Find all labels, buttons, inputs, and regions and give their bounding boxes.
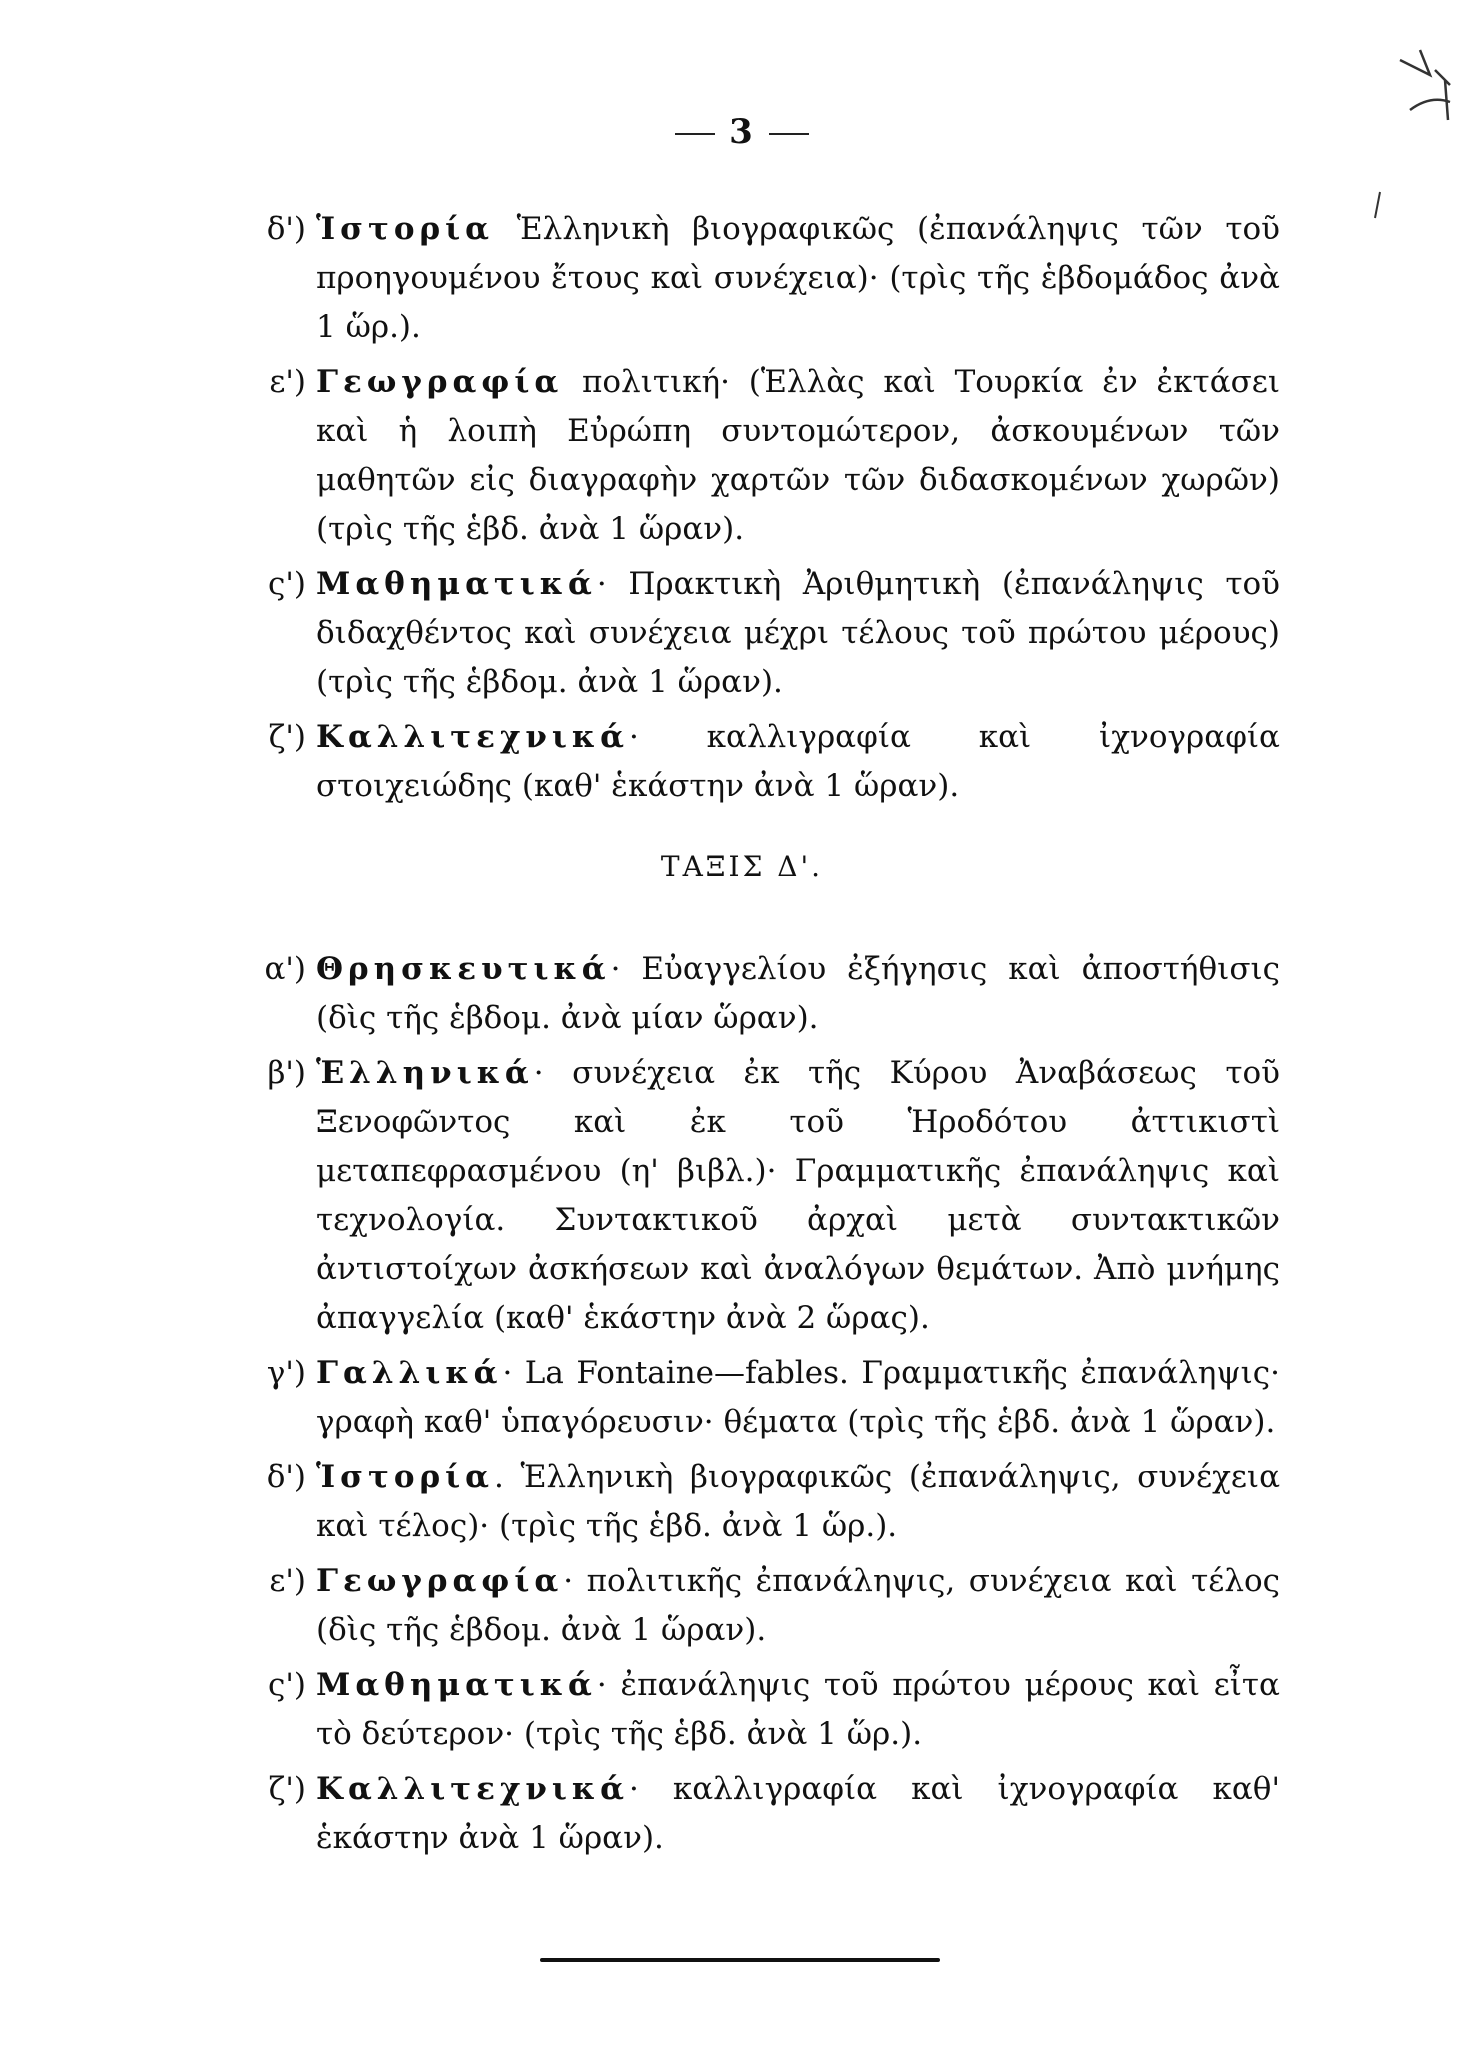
item-text: · καλλιγραφία καὶ ἰχνογραφία στοιχειώδης (καθ' ἑκάστην ἀνὰ 1 ὥραν). [316, 719, 1280, 804]
item-subject: Καλλιτεχνικά [316, 719, 629, 755]
item-marker: ς') [268, 566, 306, 602]
class-d-section [264, 945, 1280, 1869]
list-item [266, 1453, 1280, 1551]
class-c-continuation [266, 205, 1280, 817]
item-text: · πολιτικῆς ἐπανάληψις, συνέχεια καὶ τέλος (δὶς τῆς ἑβδομ. ἀνὰ 1 ὥραν). [316, 1563, 1280, 1648]
item-subject: Γεωγραφία [316, 364, 564, 400]
page-number [0, 112, 1484, 152]
item-text: · Πρακτικὴ Ἀριθμητικὴ (ἐπανάληψις τοῦ διδαχθέντος καὶ συνέχεια μέχρι τέλους τοῦ πρώτου μέρους) (τρὶς τῆς ἑβδομ. ἀνὰ 1 ὥραν). [316, 566, 1280, 700]
list-item [264, 945, 1280, 1043]
item-text: · συνέχεια ἐκ τῆς Κύρου Ἀναβάσεως τοῦ Ξενοφῶντος καὶ ἐκ τοῦ Ἡροδότου ἀττικιστὶ μεταπεφρασμένου (η' βιβλ.)· Γραμματικῆς ἐπανάληψις καὶ τεχνολογία. Συντακτικοῦ ἀρχαὶ μετὰ συντακτικῶν ἀντιστοίχων ἀσκήσεων καὶ ἀναλόγων θεμάτων. Ἀπὸ μνήμης ἀπαγγελία (καθ' ἑκάστην ἀνὰ 2 ὥρας). [316, 1055, 1280, 1336]
item-marker: α') [264, 951, 306, 987]
item-subject: Γεωγραφία [316, 1563, 564, 1599]
item-text: · καλλιγραφία καὶ ἰχνογραφία καθ' ἑκάστην ἀνὰ 1 ὥραν). [316, 1771, 1280, 1856]
item-subject: Μαθηματικά [316, 1667, 597, 1703]
list-item [266, 1349, 1280, 1447]
list-item [267, 1049, 1280, 1343]
item-marker: β') [267, 1055, 306, 1091]
list-item [270, 358, 1280, 554]
item-marker: δ') [266, 1459, 306, 1495]
item-text: . Ἑλληνικὴ βιογραφικῶς (ἐπανάληψις, συνέχεια καὶ τέλος)· (τρὶς τῆς ἑβδ. ἀνὰ 1 ὥρ.). [316, 1459, 1280, 1544]
item-text: · La Fontaine—fables. Γραμματικῆς ἐπανάληψις· γραφὴ καθ' ὑπαγόρευσιν· θέματα (τρὶς τῆς ἑβδ. ἀνὰ 1 ὥραν). [316, 1355, 1280, 1440]
list-item [266, 205, 1280, 352]
list-item [270, 560, 1280, 707]
item-text: · ἐπανάληψις τοῦ πρώτου μέρους καὶ εἶτα τὸ δεύτερον· (τρὶς τῆς ἑβδ. ἀνὰ 1 ὥρ.). [316, 1667, 1280, 1752]
item-marker: ς') [268, 1667, 306, 1703]
item-text: πολιτική· (Ἑλλὰς καὶ Τουρκία ἐν ἐκτάσει καὶ ἡ λοιπὴ Εὐρώπη συντομώτερον, ἀσκουμένων τῶν μαθητῶν εἰς διαγραφὴν χαρτῶν τῶν διδασκομένων χωρῶν) (τρὶς τῆς ἑβδ. ἀνὰ 1 ὥραν). [316, 364, 1280, 547]
item-text: · Εὐαγγελίου ἐξήγησις καὶ ἀποστήθισις (δὶς τῆς ἑβδομ. ἀνὰ μίαν ὥραν). [316, 951, 1280, 1036]
list-item [270, 1557, 1280, 1655]
item-subject: Μαθηματικά [316, 566, 597, 602]
end-rule-divider [540, 1958, 940, 1962]
list-item [270, 713, 1280, 811]
item-marker: ε') [269, 364, 306, 400]
list-item [270, 1661, 1280, 1759]
section-heading: ΤΑΞΙΣ Δ'. [660, 850, 824, 883]
page-number-dash-right [769, 133, 809, 135]
item-subject: Ἱστορία [316, 1459, 494, 1495]
page-number-dash-left [675, 133, 715, 135]
item-marker: ε') [269, 1563, 306, 1599]
item-text: Ἑλληνικὴ βιογραφικῶς (ἐπανάληψις τῶν τοῦ προηγουμένου ἔτους καὶ συνέχεια)· (τρὶς τῆς ἑβδομάδος ἀνὰ 1 ὥρ.). [316, 211, 1280, 345]
item-marker: ζ') [268, 719, 306, 755]
item-marker: ζ') [268, 1771, 306, 1807]
stray-pen-mark [1372, 190, 1384, 220]
item-subject: Γαλλικά [316, 1355, 503, 1391]
item-marker: γ') [266, 1355, 306, 1391]
item-marker: δ') [266, 211, 306, 247]
item-subject: Θρησκευτικά [316, 951, 611, 987]
item-subject: Ἱστορία [316, 211, 494, 247]
page-number-value: 3 [729, 112, 755, 152]
item-subject: Καλλιτεχνικά [316, 1771, 629, 1807]
list-item [270, 1765, 1280, 1863]
item-subject: Ἑλληνικά [316, 1055, 534, 1091]
